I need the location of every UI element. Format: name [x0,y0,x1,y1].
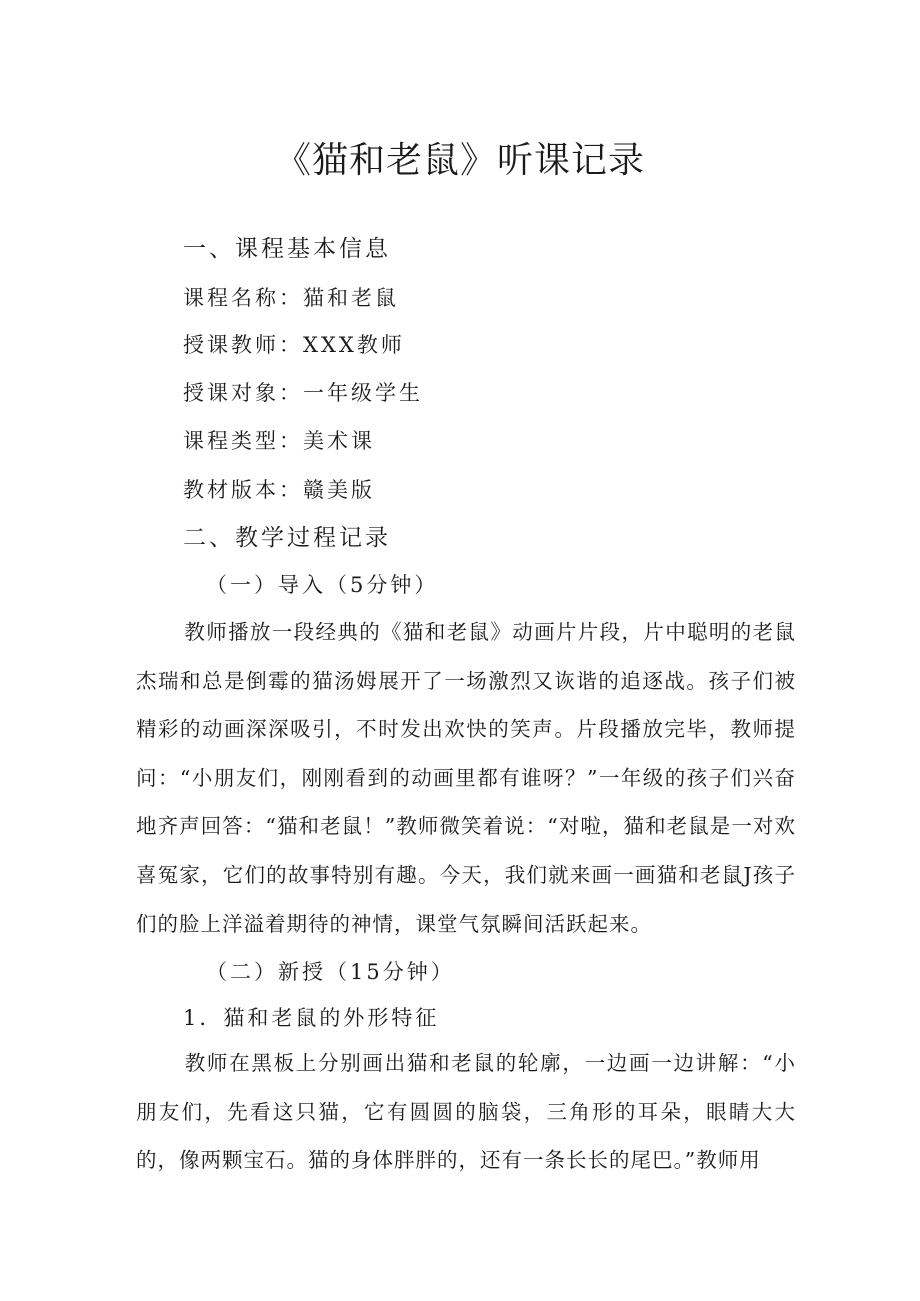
subheading-new-lesson: （二）新授（15分钟） [206,960,455,984]
field-course-name: 课程名称：猫和老鼠 [183,286,399,310]
paragraph-features-text: 教师在黑板上分别画出猫和老鼠的轮廓，一边画一边讲解：“小朋友们，先看这只猫，它有圆圆的脑袋，三角形的耳朵，眼睛大大的，像两颗宝石。猫的身体胖胖的，还有一条长长的尾巴。”教师用 [136,1051,796,1173]
item-heading-features: 1．猫和老鼠的外形特征 [183,1006,440,1030]
section-heading-basic-info: 一、课程基本信息 [183,236,391,262]
field-teacher: 授课教师：XXX教师 [183,333,405,357]
paragraph-intro-text: 教师播放一段经典的《猫和老鼠》动画片片段，片中聪明的老鼠杰瑞和总是倒霉的猫汤姆展开了一场激烈又诙谐的追逐战。孩子们被精彩的动画深深吸引，不时发出欢快的笑声。片段播放完毕，教师提问：“小朋友们，刚刚看到的动画里都有谁呀？”一年级的孩子们兴奋地齐声回答：“猫和老鼠！”教师微笑着说：“对啦，猫和老鼠是一对欢喜冤家，它们的故事特别有趣。今天，我们就来画一画猫和老鼠J孩子们的脸上洋溢着期待的神情，课堂气氛瞬间活跃起来。 [136,620,796,936]
paragraph-intro [136,608,796,948]
document-title: 《猫和老鼠》听课记录 [274,140,645,181]
field-audience: 授课对象：一年级学生 [183,381,423,405]
section-heading-process: 二、教学过程记录 [183,525,391,551]
paragraph-features [136,1039,796,1185]
field-textbook-edition: 教材版本：赣美版 [183,478,375,502]
subheading-intro: （一）导入（5分钟） [206,573,439,597]
field-course-type: 课程类型：美术课 [183,429,375,453]
